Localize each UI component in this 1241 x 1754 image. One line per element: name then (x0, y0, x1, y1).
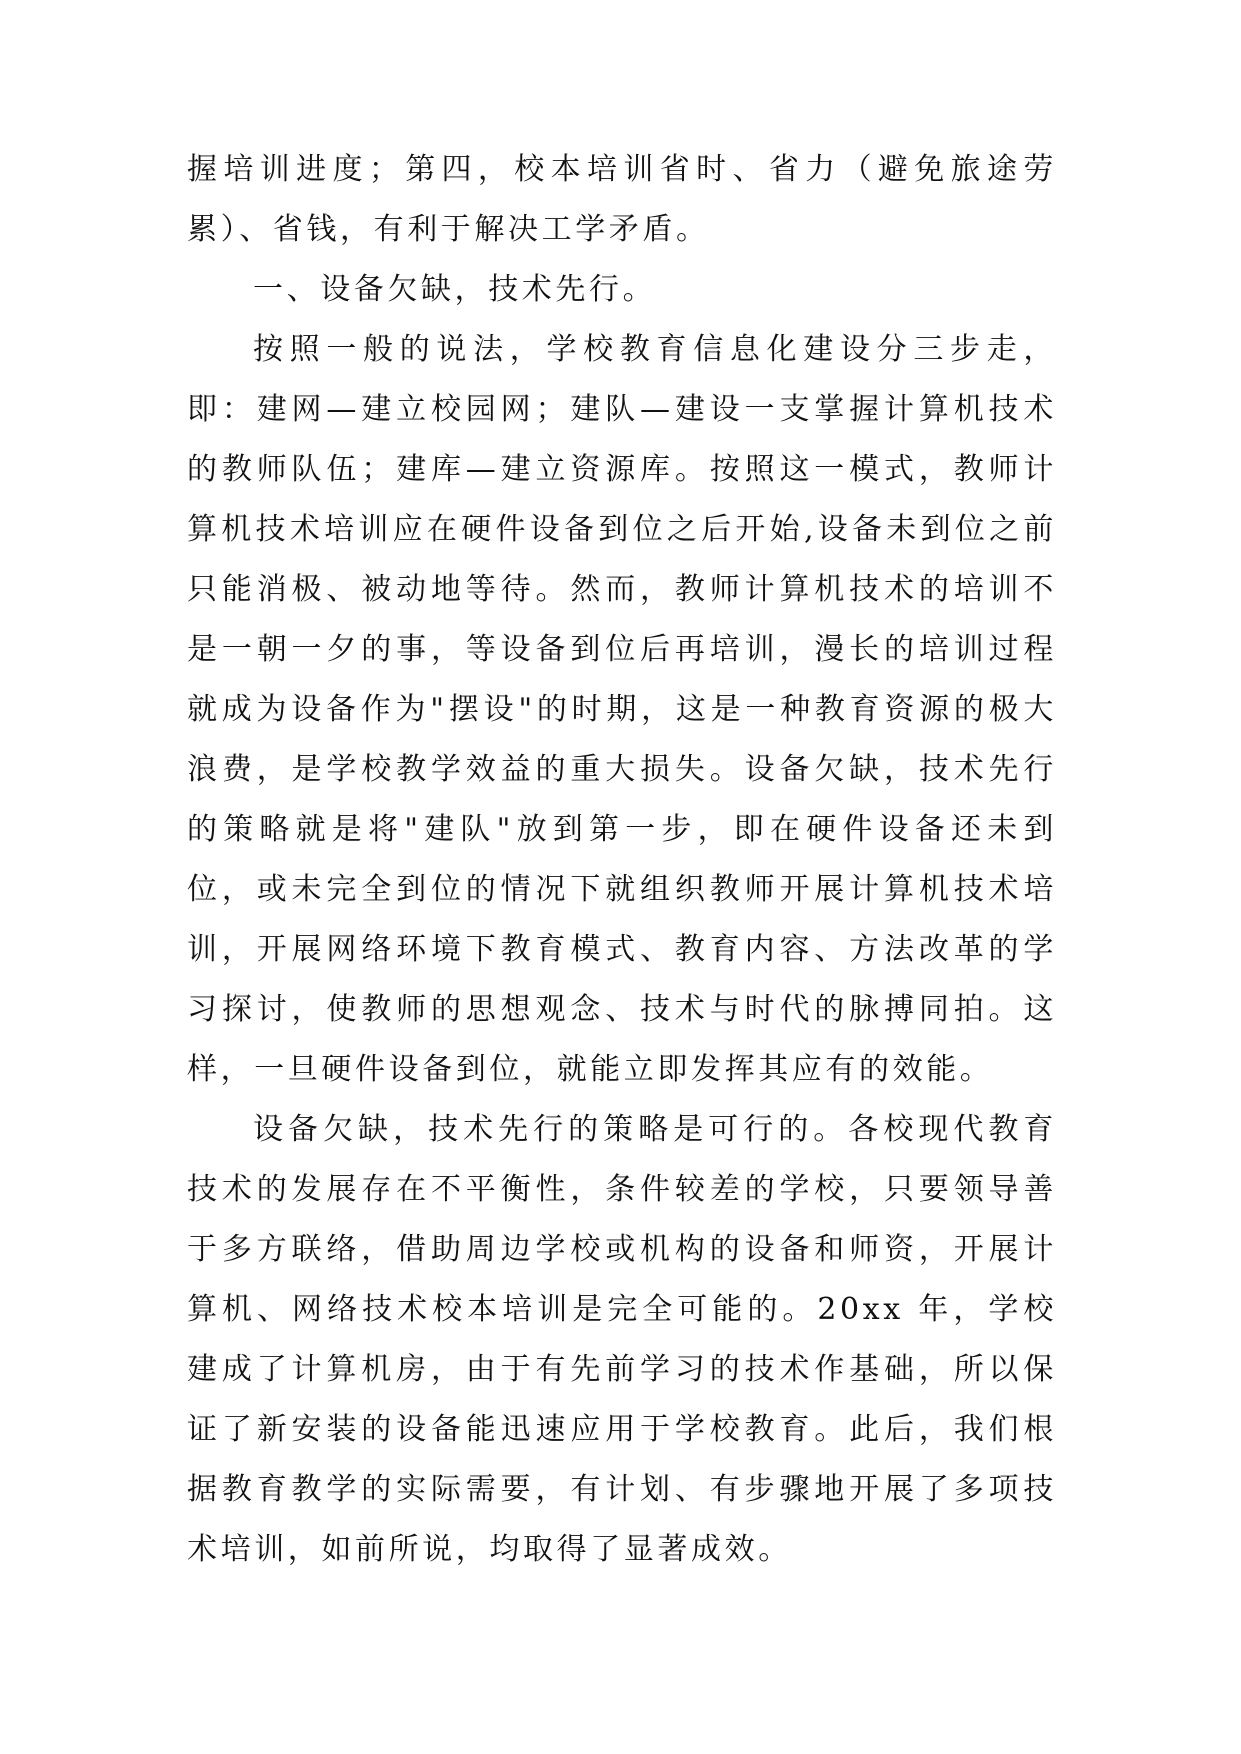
section-heading: 一、设备欠缺，技术先行。 (253, 272, 657, 307)
paragraph-body-1: 按照一般的说法，学校教育信息化建设分三步走，即：建网—建立校园网；建队—建设一支掌握计算机技术的教师队伍；建库—建立资源库。按照这一模式，教师计算机技术培训应在硬件设备到位之后开始,设备未到位之前只能消极、被动地等待。然而，教师计算机技术的培训不是一朝一夕的事，等设备到位后再培训，漫长的培训过程就成为设备作为"摆设"的时期，这是一种教育资源的极大浪费，是学校教学效益的重大损失。设备欠缺，技术先行的策略就是将"建队"放到第一步，即在硬件设备还未到位，或未完全到位的情况下就组织教师开展计算机技术培训，开展网络环境下教育模式、教育内容、方法改革的学习探讨，使教师的思想观念、技术与时代的脉搏同拍。这样，一旦硬件设备到位，就能立即发挥其应有的效能。 (187, 332, 1057, 1087)
paragraph-continuation: 握培训进度；第四，校本培训省时、省力（避免旅途劳累）、省钱，有利于解决工学矛盾。 (187, 152, 1057, 247)
paragraph-body-2: 设备欠缺，技术先行的策略是可行的。各校现代教育技术的发展存在不平衡性，条件较差的学校，只要领导善于多方联络，借助周边学校或机构的设备和师资，开展计算机、网络技术校本培训是完全可能的。20xx 年，学校建成了计算机房，由于有先前学习的技术作基础，所以保证了新安装的设备能迅速应用于学校教育。此后，我们根据教育教学的实际需要，有计划、有步骤地开展了多项技术培训，如前所说，均取得了显著成效。 (187, 1112, 1057, 1567)
document-body (187, 140, 1057, 1580)
